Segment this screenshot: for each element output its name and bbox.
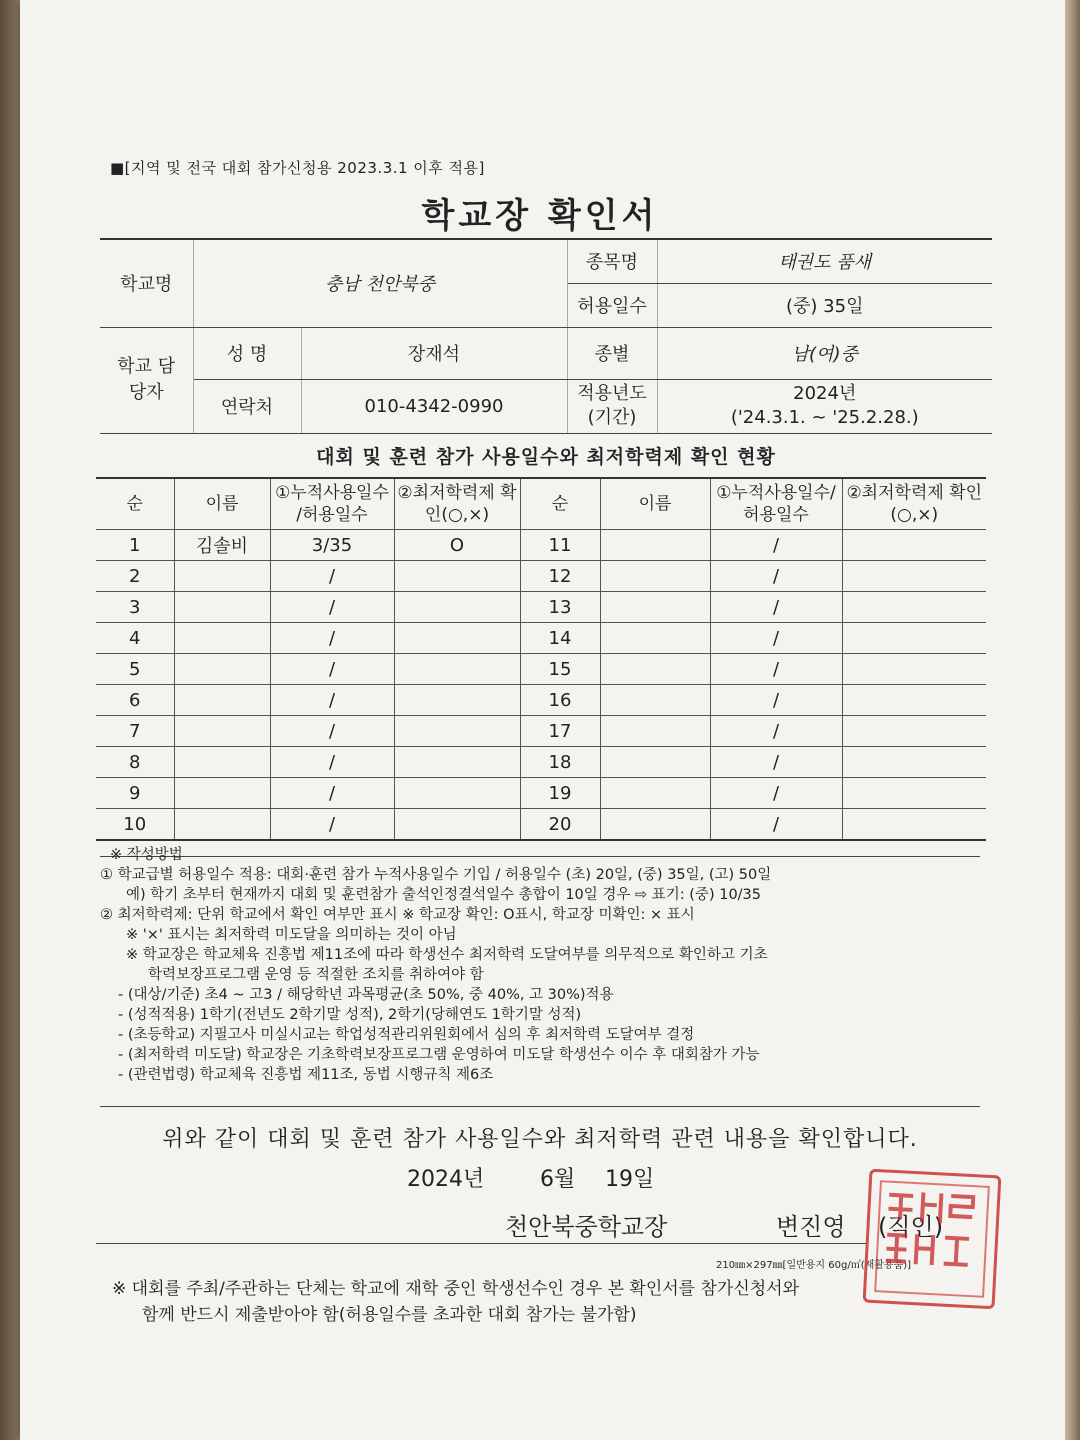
paper-spec: 210㎜×297㎜[일반용지 60g/㎡(재활용품)] bbox=[716, 1260, 912, 1271]
cell-c1: O bbox=[394, 530, 520, 561]
cell-d1: / bbox=[270, 561, 394, 592]
allow-days-value: (중) 35일 bbox=[657, 283, 992, 327]
cell-n2: 16 bbox=[520, 685, 600, 716]
year-value: 2024년 bbox=[793, 383, 857, 404]
table-row bbox=[96, 809, 986, 841]
table-row bbox=[96, 592, 986, 623]
note-d5: - (관련법령) 학교체육 진흥법 제11조, 동법 시행규칙 제6조 bbox=[118, 1067, 494, 1083]
cell-c1 bbox=[394, 716, 520, 747]
cell-n1: 4 bbox=[96, 623, 174, 654]
table-row bbox=[96, 530, 986, 561]
cell-d2: / bbox=[710, 561, 842, 592]
table-row bbox=[96, 685, 986, 716]
cell-name1 bbox=[174, 561, 270, 592]
cell-d2: / bbox=[710, 685, 842, 716]
school-value: 충남 천안북중 bbox=[193, 239, 567, 327]
event-label: 종목명 bbox=[567, 239, 657, 283]
cell-c2 bbox=[842, 561, 986, 592]
cell-c1 bbox=[394, 561, 520, 592]
note-1b: 예) 학기 초부터 현재까지 대회 및 훈련참가 출석인정결석일수 총합이 10일 경우 ⇨ 표기: (중) 10/35 bbox=[126, 887, 762, 903]
cell-d1: / bbox=[270, 685, 394, 716]
cell-n2: 11 bbox=[520, 530, 600, 561]
table-row bbox=[96, 623, 986, 654]
principal-name: 변진영 bbox=[776, 1213, 846, 1241]
cell-n1: 3 bbox=[96, 592, 174, 623]
cell-n1: 8 bbox=[96, 747, 174, 778]
note-d4: - (최저학력 미도달) 학교장은 기초학력보장프로그램 운영하여 미도달 학생선수 이수 후 대회참가 가능 bbox=[118, 1047, 760, 1063]
footer-line-2: 함께 반드시 제출받아야 함(허용일수를 초과한 대회 참가는 불가함) bbox=[142, 1305, 637, 1325]
confirmation-text: 위와 같이 대회 및 훈련 참가 사용일수와 최저학력 관련 내용을 확인합니다. bbox=[162, 1127, 918, 1152]
name-value: 장재석 bbox=[301, 327, 567, 379]
cell-name1 bbox=[174, 716, 270, 747]
cell-n2: 14 bbox=[520, 623, 600, 654]
cell-name2 bbox=[600, 561, 710, 592]
header-num-right: 순 bbox=[520, 478, 600, 530]
cell-c2 bbox=[842, 747, 986, 778]
cell-d2: / bbox=[710, 716, 842, 747]
header-days: ①누적사용일수 /허용일수 bbox=[270, 478, 394, 530]
cell-name2 bbox=[600, 530, 710, 561]
cell-name2 bbox=[600, 747, 710, 778]
cell-c2 bbox=[842, 654, 986, 685]
document-title: 학교장 확인서 bbox=[421, 196, 659, 236]
cell-d2: / bbox=[710, 809, 842, 841]
gender-value: 남(여)중 bbox=[657, 327, 992, 379]
cell-c2 bbox=[842, 530, 986, 561]
cell-name1 bbox=[174, 778, 270, 809]
cell-n2: 18 bbox=[520, 747, 600, 778]
cell-d1: / bbox=[270, 809, 394, 841]
cell-name1 bbox=[174, 654, 270, 685]
note-d1: - (대상/기준) 초4 ~ 고3 / 해당학년 과목평균(초 50%, 중 40%, 고 30%)적용 bbox=[118, 987, 614, 1003]
school-info-table bbox=[100, 238, 992, 434]
year-label: 적용년도 (기간) bbox=[567, 379, 657, 433]
table-row bbox=[96, 747, 986, 778]
cell-d2: / bbox=[710, 654, 842, 685]
cell-n1: 9 bbox=[96, 778, 174, 809]
cell-c1 bbox=[394, 654, 520, 685]
header-name-right: 이름 bbox=[600, 478, 710, 530]
allow-days-label: 허용일수 bbox=[567, 283, 657, 327]
cell-n1: 2 bbox=[96, 561, 174, 592]
contact-label: 연락처 bbox=[193, 379, 301, 433]
date-year: 2024년 bbox=[407, 1167, 485, 1192]
section-title: 대회 및 훈련 참가 사용일수와 최저학력제 확인 현황 bbox=[316, 446, 776, 468]
instructions bbox=[100, 845, 990, 1085]
cell-d1: / bbox=[270, 592, 394, 623]
cell-d1: / bbox=[270, 747, 394, 778]
cell-name2 bbox=[600, 623, 710, 654]
cell-name1 bbox=[174, 809, 270, 841]
header-days-right: ①누적사용일수/ 허용일수 bbox=[710, 478, 842, 530]
cell-d1: 3/35 bbox=[270, 530, 394, 561]
cell-name2 bbox=[600, 592, 710, 623]
cell-name2 bbox=[600, 716, 710, 747]
cell-n2: 13 bbox=[520, 592, 600, 623]
note-3: ※ '×' 표시는 최저학력 미도달을 의미하는 것이 아님 bbox=[126, 927, 457, 943]
header-check: ②최저학력제 확인(○,×) bbox=[394, 478, 520, 530]
event-value: 태권도 품새 bbox=[657, 239, 992, 283]
cell-c1 bbox=[394, 623, 520, 654]
footer-line-1: ※ 대회를 주최/주관하는 단체는 학교에 재학 중인 학생선수인 경우 본 확인서를 참가신청서와 bbox=[112, 1279, 800, 1299]
note-4b: 학력보장프로그램 운영 등 적절한 조치를 취하여야 함 bbox=[148, 967, 484, 983]
cell-c2 bbox=[842, 778, 986, 809]
header-name: 이름 bbox=[174, 478, 270, 530]
cell-name2 bbox=[600, 685, 710, 716]
table-row bbox=[96, 654, 986, 685]
table-row bbox=[96, 561, 986, 592]
table-row bbox=[96, 778, 986, 809]
period-value: ('24.3.1. ~ '25.2.28.) bbox=[730, 407, 919, 428]
school-label: 학교명 bbox=[100, 239, 193, 327]
cell-name1 bbox=[174, 592, 270, 623]
header-num: 순 bbox=[96, 478, 174, 530]
cell-n2: 15 bbox=[520, 654, 600, 685]
cell-d1: / bbox=[270, 716, 394, 747]
cell-name2 bbox=[600, 809, 710, 841]
cell-c2 bbox=[842, 592, 986, 623]
cell-name1 bbox=[174, 685, 270, 716]
cell-name1 bbox=[174, 747, 270, 778]
date-day: 19일 bbox=[605, 1167, 655, 1192]
cell-n1: 6 bbox=[96, 685, 174, 716]
note-d3: - (초등학교) 지필고사 미실시교는 학업성적관리위원회에서 심의 후 최저학력 도달여부 결정 bbox=[118, 1027, 695, 1043]
cell-d2: / bbox=[710, 747, 842, 778]
cell-name1: 김솔비 bbox=[174, 530, 270, 561]
year-cell bbox=[657, 379, 992, 433]
school-head-title: 천안북중학교장 bbox=[505, 1213, 668, 1241]
cell-c1 bbox=[394, 778, 520, 809]
cell-name1 bbox=[174, 623, 270, 654]
manager-label: 학교 담당자 bbox=[100, 327, 193, 433]
date-month: 6월 bbox=[540, 1167, 576, 1192]
cell-n2: 20 bbox=[520, 809, 600, 841]
cell-d2: / bbox=[710, 592, 842, 623]
header-note: ■[지역 및 전국 대회 참가신청용 2023.3.1 이후 적용] bbox=[110, 159, 485, 177]
cell-d2: / bbox=[710, 530, 842, 561]
cell-d1: / bbox=[270, 623, 394, 654]
footer-note bbox=[112, 1276, 952, 1328]
cell-c2 bbox=[842, 809, 986, 841]
cell-c1 bbox=[394, 747, 520, 778]
cell-n1: 7 bbox=[96, 716, 174, 747]
cell-c1 bbox=[394, 685, 520, 716]
note-d2: - (성적적용) 1학기(전년도 2학기말 성적), 2학기(당해연도 1학기말 성적) bbox=[118, 1007, 582, 1023]
cell-c1 bbox=[394, 592, 520, 623]
cell-c1 bbox=[394, 809, 520, 841]
table-row bbox=[96, 716, 986, 747]
participation-table bbox=[96, 477, 986, 841]
cell-n1: 5 bbox=[96, 654, 174, 685]
cell-c2 bbox=[842, 623, 986, 654]
cell-c2 bbox=[842, 685, 986, 716]
cell-name2 bbox=[600, 654, 710, 685]
cell-n2: 17 bbox=[520, 716, 600, 747]
contact-value: 010-4342-0990 bbox=[301, 379, 567, 433]
cell-d1: / bbox=[270, 654, 394, 685]
note-4a: ※ 학교장은 학교체육 진흥법 제11조에 따라 학생선수 최저학력 도달여부를 의무적으로 확인하고 기초 bbox=[126, 947, 768, 963]
cell-d1: / bbox=[270, 778, 394, 809]
cell-d2: / bbox=[710, 778, 842, 809]
cell-n2: 12 bbox=[520, 561, 600, 592]
cell-d2: / bbox=[710, 623, 842, 654]
signature-line bbox=[96, 1243, 866, 1244]
cell-name2 bbox=[600, 778, 710, 809]
seal-label: (직인) bbox=[878, 1213, 944, 1241]
gender-label: 종별 bbox=[567, 327, 657, 379]
name-label: 성 명 bbox=[193, 327, 301, 379]
divider bbox=[100, 1106, 980, 1107]
header-check-right: ②최저학력제 확인(○,×) bbox=[842, 478, 986, 530]
cell-n1: 1 bbox=[96, 530, 174, 561]
note-1a: ① 학교급별 허용일수 적용: 대회·훈련 참가 누적사용일수 기입 / 허용일수 (초) 20일, (중) 35일, (고) 50일 bbox=[100, 867, 772, 883]
note-2: ② 최저학력제: 단위 학교에서 확인 여부만 표시 ※ 학교장 확인: O표시, 학교장 미확인: × 표시 bbox=[100, 907, 695, 923]
cell-n2: 19 bbox=[520, 778, 600, 809]
cell-n1: 10 bbox=[96, 809, 174, 841]
cell-c2 bbox=[842, 716, 986, 747]
notes-heading: ※ 작성방법 bbox=[110, 847, 183, 863]
